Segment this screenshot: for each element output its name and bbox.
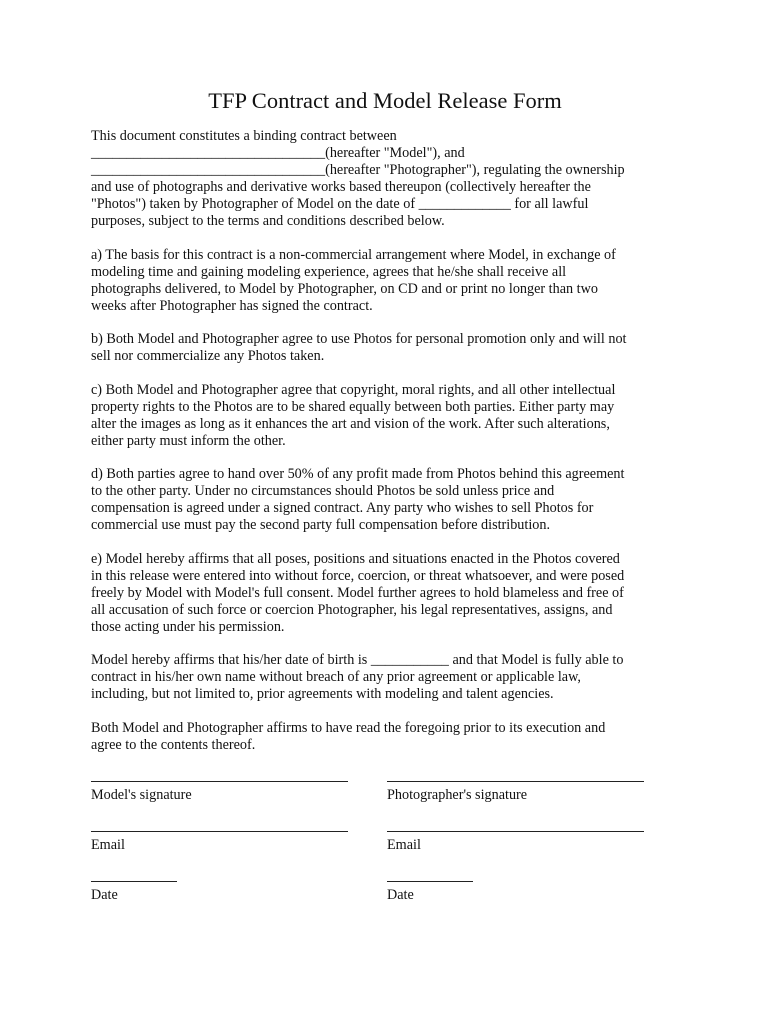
clause-a-line: a) The basis for this contract is a non-commercial arrangement where Model, in exchange of: [91, 246, 616, 263]
photographer-signature-line[interactable]: [387, 781, 644, 782]
closing-line: agree to the contents thereof.: [91, 736, 256, 753]
clause-b-line: b) Both Model and Photographer agree to use Photos for personal promotion only and will not: [91, 331, 627, 347]
clause-a-line: weeks after Photographer has signed the contract.: [91, 297, 373, 314]
photographer-email-line[interactable]: [387, 831, 644, 832]
model-signature-label: Model's signature: [91, 787, 192, 803]
model-date-block: [91, 881, 177, 904]
clause-c-line: alter the images as long as it enhances the art and vision of the work. After such alterations,: [91, 415, 610, 432]
model-email-label: Email: [91, 837, 125, 853]
clause-d-line: compensation is agreed under a signed contract. Any party who wishes to sell Photos for: [91, 500, 594, 516]
clause-e-line: e) Model hereby affirms that all poses, positions and situations enacted in the Photos covered: [91, 550, 620, 567]
clause-e-line: those acting under his permission.: [91, 618, 285, 635]
intro-line: _________________________________(hereafter "Photographer"), regulating the ownership: [91, 162, 625, 178]
birth-affirmation-line: Model hereby affirms that his/her date of birth is ___________ and that Model is fully able to: [91, 652, 624, 668]
intro-line: This document constitutes a binding contract between: [91, 128, 397, 144]
clause-e-line: freely by Model with Model's full consent. Model further agrees to hold blameless and free of: [91, 584, 624, 601]
photographer-signature-label: Photographer's signature: [387, 787, 528, 803]
photographer-date-block: [387, 881, 473, 904]
birth-affirmation-line: contract in his/her own name without breach of any prior agreement or applicable law,: [91, 669, 581, 685]
clause-e: [91, 551, 691, 636]
closing-paragraph: [91, 720, 691, 754]
clause-c-line: property rights to the Photos are to be shared equally between both parties. Either party may: [91, 398, 615, 415]
contract-body: [91, 128, 691, 770]
closing-line: Both Model and Photographer affirms to have read the foregoing prior to its execution and: [91, 719, 606, 736]
clause-c-line: c) Both Model and Photographer agree that copyright, moral rights, and all other intellectual: [91, 381, 616, 398]
clause-d-line: commercial use must pay the second party full compensation before distribution.: [91, 517, 551, 533]
clause-e-line: in this release were entered into without force, coercion, or threat whatsoever, and were posed: [91, 567, 625, 584]
intro-line: and use of photographs and derivative works based thereupon (collectively hereafter the: [91, 179, 591, 195]
photographer-signature-block: [387, 781, 644, 804]
intro-paragraph: [91, 128, 691, 230]
clause-e-line: all accusation of such force or coercion Photographer, his legal representatives, assigns, and: [91, 601, 613, 618]
model-date-label: Date: [91, 887, 118, 903]
clause-b: [91, 331, 691, 365]
page-title: TFP Contract and Model Release Form: [208, 88, 562, 113]
model-email-line[interactable]: [91, 831, 348, 832]
photographer-email-label: Email: [387, 837, 421, 853]
clause-a-line: photographs delivered, to Model by Photographer, on CD and or print no longer than two: [91, 280, 598, 297]
intro-line: purposes, subject to the terms and conditions described below.: [91, 213, 445, 229]
model-date-line[interactable]: [91, 881, 177, 882]
photographer-date-line[interactable]: [387, 881, 473, 882]
clause-c: [91, 382, 691, 450]
model-signature-line[interactable]: [91, 781, 348, 782]
birth-affirmation: [91, 652, 691, 703]
clause-a-line: modeling time and gaining modeling experience, agrees that he/she shall receive all: [91, 263, 567, 280]
clause-d-line: d) Both parties agree to hand over 50% of any profit made from Photos behind this agreement: [91, 466, 625, 482]
clause-c-line: either party must inform the other.: [91, 432, 286, 449]
photographer-email-block: [387, 831, 644, 854]
clause-a: [91, 247, 691, 315]
intro-line: _________________________________(hereafter "Model"), and: [91, 145, 465, 161]
birth-affirmation-line: including, but not limited to, prior agreements with modeling and talent agencies.: [91, 686, 554, 702]
clause-b-line: sell nor commercialize any Photos taken.: [91, 348, 325, 364]
intro-line: "Photos") taken by Photographer of Model on the date of _____________ for all lawful: [91, 196, 589, 212]
clause-d-line: to the other party. Under no circumstances should Photos be sold unless price and: [91, 483, 555, 499]
photographer-date-label: Date: [387, 887, 414, 903]
clause-d: [91, 466, 691, 534]
model-email-block: [91, 831, 348, 854]
model-signature-block: [91, 781, 348, 804]
